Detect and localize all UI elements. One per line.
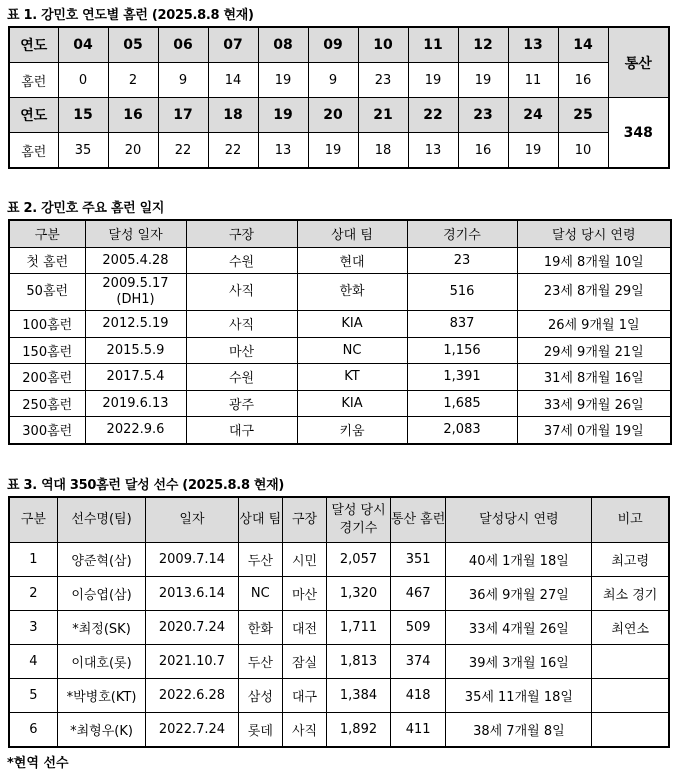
cell: 1,813 [327,645,391,679]
cell: 19세 8개월 10일 [517,247,671,274]
cell: 두산 [238,645,282,679]
table1-caption: 표 1. 강민호 연도별 홈런 (2025.8.8 현재) [7,8,254,23]
year-cell: 13 [508,27,558,63]
year-cell: 18 [208,98,258,133]
cell: 첫 홈런 [9,247,85,274]
cell: 37세 0개월 19일 [517,417,671,444]
hr-cell: 18 [358,133,408,169]
hr-cell: 20 [108,133,158,169]
cell: 1,320 [327,577,391,611]
table-row [9,713,669,748]
cell: 351 [390,543,446,577]
cell: 삼성 [238,679,282,713]
cell: 29세 9개월 21일 [517,337,671,364]
table-row [9,417,671,444]
year-cell: 09 [308,27,358,63]
table-row [9,390,671,417]
cell: 516 [407,274,517,311]
cell: 100홈런 [9,311,85,338]
cell: 23 [407,247,517,274]
year-cell: 21 [358,98,408,133]
hr-row-a [9,63,669,98]
cell: *최형우(K) [57,713,145,748]
cell: 1,391 [407,364,517,391]
col-header: 구장 [186,220,297,247]
table-row [9,274,671,311]
cell: 2021.10.7 [146,645,239,679]
cell: 1,711 [327,611,391,645]
footnote: *현역 선수 [7,756,69,771]
cell: 4 [9,645,57,679]
table-row [9,611,669,645]
hr-cell: 13 [258,133,308,169]
col-header: 비고 [592,497,669,543]
cell: 2022.9.6 [85,417,186,444]
cell [592,645,669,679]
cell: 2,083 [407,417,517,444]
year-cell: 05 [108,27,158,63]
cell: 36세 9개월 27일 [446,577,592,611]
col-header: 달성 당시 경기수 [327,497,391,543]
cell: 5 [9,679,57,713]
year-cell: 06 [158,27,208,63]
hr-cell: 11 [508,63,558,98]
col-header: 일자 [146,497,239,543]
cell: 1,685 [407,390,517,417]
hr-cell: 16 [558,63,608,98]
cell: 39세 3개월 16일 [446,645,592,679]
table-row [9,577,669,611]
year-cell: 11 [408,27,458,63]
table-row [9,543,669,577]
cell: 한화 [297,274,407,311]
cell: 2012.5.19 [85,311,186,338]
hr-cell: 19 [508,133,558,169]
cell: 수원 [186,364,297,391]
cell: 35세 11개월 18일 [446,679,592,713]
date-text: 2009.5.17 [102,276,169,291]
cell: 418 [390,679,446,713]
cell: 최소 경기 [592,577,669,611]
cell: 대전 [282,611,326,645]
cell: 2022.7.24 [146,713,239,748]
table-row [9,645,669,679]
cell: 이승엽(삼) [57,577,145,611]
cell: 2022.6.28 [146,679,239,713]
cell: 40세 1개월 18일 [446,543,592,577]
cell: 1,892 [327,713,391,748]
year-cell: 22 [408,98,458,133]
cell: 50홈런 [9,274,85,311]
col-header: 상대 팀 [238,497,282,543]
cell: 411 [390,713,446,748]
milestone-homerun-table [8,219,672,445]
cell: 1,384 [327,679,391,713]
year-cell: 16 [108,98,158,133]
hr-cell: 2 [108,63,158,98]
cell: 2,057 [327,543,391,577]
cell: KIA [297,390,407,417]
year-cell: 10 [358,27,408,63]
cell: *박병호(KT) [57,679,145,713]
col-header: 구분 [9,497,57,543]
cell: 2013.6.14 [146,577,239,611]
cell [592,713,669,748]
col-header: 달성당시 연령 [446,497,592,543]
cell: 23세 8개월 29일 [517,274,671,311]
cell: 26세 9개월 1일 [517,311,671,338]
year-row-a [9,27,669,63]
year-cell: 15 [58,98,108,133]
year-cell: 07 [208,27,258,63]
cell: 롯데 [238,713,282,748]
col-header: 구분 [9,220,85,247]
cell: 150홈런 [9,337,85,364]
doubleheader-note: (DH1) [116,292,155,307]
year-cell: 08 [258,27,308,63]
cell: 2019.6.13 [85,390,186,417]
cell: 마산 [186,337,297,364]
cell: 31세 8개월 16일 [517,364,671,391]
hr-label: 홈런 [9,63,58,98]
header-row [9,497,669,543]
cell: 이대호(롯) [57,645,145,679]
year-row-b [9,98,669,133]
hr-cell: 16 [458,133,508,169]
cell: 374 [390,645,446,679]
year-cell: 04 [58,27,108,63]
header-row [9,220,671,247]
hr-cell: 23 [358,63,408,98]
cell: 시민 [282,543,326,577]
table-row [9,247,671,274]
year-cell: 19 [258,98,308,133]
cell: 250홈런 [9,390,85,417]
cell: 두산 [238,543,282,577]
hr-cell: 22 [208,133,258,169]
cell: 2009.7.14 [146,543,239,577]
cell: 2005.4.28 [85,247,186,274]
table-row [9,679,669,713]
table3-caption: 표 3. 역대 350홈런 달성 선수 (2025.8.8 현재) [7,478,285,493]
cell [592,679,669,713]
cell: 최고령 [592,543,669,577]
cell: 1 [9,543,57,577]
cell: 6 [9,713,57,748]
cell: 사직 [186,274,297,311]
hr-cell: 0 [58,63,108,98]
hr-cell: 35 [58,133,108,169]
col-header: 달성 당시 연령 [517,220,671,247]
cell: 사직 [186,311,297,338]
cell: 2017.5.4 [85,364,186,391]
cell: 3 [9,611,57,645]
cell: 양준혁(삼) [57,543,145,577]
cell: 1,156 [407,337,517,364]
cell: 한화 [238,611,282,645]
col-header: 경기수 [407,220,517,247]
cell: NC [238,577,282,611]
cell: 키움 [297,417,407,444]
cell: 대구 [186,417,297,444]
cell: 837 [407,311,517,338]
table-row [9,311,671,338]
year-cell: 12 [458,27,508,63]
col-header: 달성 일자 [85,220,186,247]
cell: 33세 4개월 26일 [446,611,592,645]
cell: 509 [390,611,446,645]
cell: 최연소 [592,611,669,645]
cell: 33세 9개월 26일 [517,390,671,417]
col-header: 통산 홈런 [390,497,446,543]
cell: 2015.5.9 [85,337,186,364]
table-row [9,364,671,391]
cell: KIA [297,311,407,338]
table-row [9,337,671,364]
yearly-homerun-table [8,26,670,169]
year-cell: 23 [458,98,508,133]
col-header: 선수명(팀) [57,497,145,543]
hr-cell: 19 [258,63,308,98]
year-label: 연도 [9,27,58,63]
cell: 대구 [282,679,326,713]
hr-cell: 19 [408,63,458,98]
year-cell: 14 [558,27,608,63]
hr-cell: 9 [308,63,358,98]
hr-cell: 19 [458,63,508,98]
cell: NC [297,337,407,364]
cell: 사직 [282,713,326,748]
hr-cell: 10 [558,133,608,169]
cell: 2020.7.24 [146,611,239,645]
cell: *최정(SK) [57,611,145,645]
cell: 마산 [282,577,326,611]
hr-cell: 22 [158,133,208,169]
hr-cell: 13 [408,133,458,169]
hr-label: 홈런 [9,133,58,169]
total-label: 통산 [608,27,669,98]
cell: 467 [390,577,446,611]
cell: 200홈런 [9,364,85,391]
cell: KT [297,364,407,391]
cell [85,274,186,311]
year-label: 연도 [9,98,58,133]
hr-row-b [9,133,669,169]
year-cell: 20 [308,98,358,133]
350-homerun-players-table [8,496,670,748]
cell: 광주 [186,390,297,417]
cell: 수원 [186,247,297,274]
year-cell: 25 [558,98,608,133]
hr-cell: 9 [158,63,208,98]
hr-cell: 14 [208,63,258,98]
col-header: 구장 [282,497,326,543]
cell: 38세 7개월 8일 [446,713,592,748]
year-cell: 24 [508,98,558,133]
cell: 잠실 [282,645,326,679]
col-header: 상대 팀 [297,220,407,247]
table2-caption: 표 2. 강민호 주요 홈런 일지 [7,201,165,216]
cell: 300홈런 [9,417,85,444]
total-value: 348 [608,98,669,169]
cell: 2 [9,577,57,611]
hr-cell: 19 [308,133,358,169]
year-cell: 17 [158,98,208,133]
cell: 현대 [297,247,407,274]
